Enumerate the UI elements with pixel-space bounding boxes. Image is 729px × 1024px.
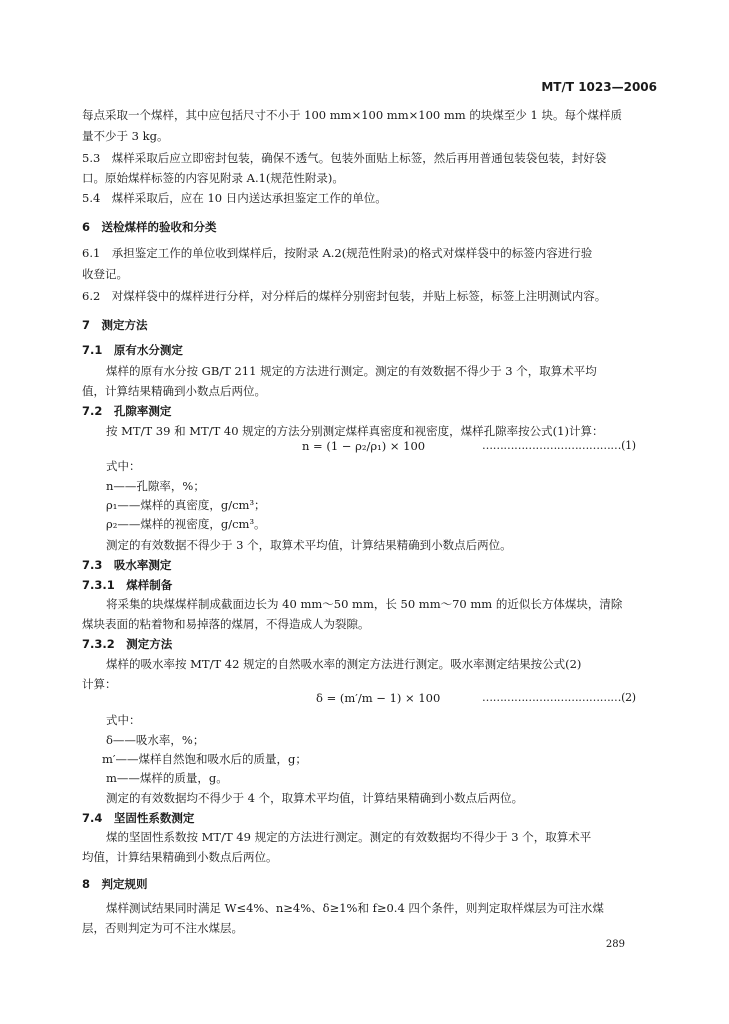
clause-7-3-1-heading: 7.3.1 煤样制备 xyxy=(82,578,173,592)
clause-5-3: 5.3 煤样采取后应立即密封包装，确保不透气。包装外面贴上标签，然后再用普通包装袋包装，封好袋 xyxy=(82,151,607,165)
clause-5-4: 5.4 煤样采取后，应在 10 日内送达承担鉴定工作的单位。 xyxy=(82,191,387,205)
text-line: 收登记。 xyxy=(82,267,128,281)
symbol-definition: m——煤样的质量，g。 xyxy=(106,771,228,785)
text-line: 煤样的吸水率按 MT/T 42 规定的自然吸水率的测定方法进行测定。吸水率测定结果按公式(2) xyxy=(106,657,582,671)
clause-6-2: 6.2 对煤样袋中的煤样进行分样，对分样后的煤样分别密封包装，并贴上标签，标签上注明测试内容。 xyxy=(82,289,607,303)
symbol-definition: n——孔隙率，%； xyxy=(106,479,205,493)
clause-7-4-heading: 7.4 坚固性系数测定 xyxy=(82,811,195,825)
text-line: 计算： xyxy=(82,677,117,691)
text-line: 均值，计算结果精确到小数点后两位。 xyxy=(82,850,278,864)
symbol-definition: ρ₂——煤样的视密度，g/cm³。 xyxy=(106,517,266,531)
section-7-heading: 7 测定方法 xyxy=(82,318,148,332)
page-number: 289 xyxy=(605,939,625,950)
formula-2: δ = (m′/m − 1) × 100 xyxy=(316,691,441,705)
text-line: 将采集的块煤煤样制成截面边长为 40 mm～50 mm，长 50 mm～70 mm 的近似长方体煤块，清除 xyxy=(106,597,623,611)
clause-6-1: 6.1 承担鉴定工作的单位收到煤样后，按附录 A.2(规范性附录)的格式对煤样袋中的标签内容进行验 xyxy=(82,246,593,260)
clause-7-2-heading: 7.2 孔隙率测定 xyxy=(82,404,172,418)
section-6-heading: 6 送检煤样的验收和分类 xyxy=(82,220,217,234)
formula-1-number: …………………………………(1) xyxy=(482,439,636,452)
text-line: 式中： xyxy=(106,459,141,473)
formula-2-number: …………………………………(2) xyxy=(482,691,636,704)
formula-1: n = (1 − ρ₂/ρ₁) × 100 xyxy=(302,439,426,453)
text-line: 量不少于 3 kg。 xyxy=(82,129,169,143)
text-line: 式中： xyxy=(106,713,141,727)
text-line: 煤的坚固性系数按 MT/T 49 规定的方法进行测定。测定的有效数据均不得少于 3 个，取算术平 xyxy=(106,830,592,844)
section-8-heading: 8 判定规则 xyxy=(82,877,148,891)
text-line: 值，计算结果精确到小数点后两位。 xyxy=(82,384,266,398)
text-line: 口。原始煤样标签的内容见附录 A.1(规范性附录)。 xyxy=(82,171,344,185)
symbol-definition: m′——煤样自然饱和吸水后的质量，g； xyxy=(102,752,307,766)
text-line: 煤样的原有水分按 GB/T 211 规定的方法进行测定。测定的有效数据不得少于 3 个，取算术平均 xyxy=(106,364,597,378)
text-line: 测定的有效数据均不得少于 4 个，取算术平均值，计算结果精确到小数点后两位。 xyxy=(106,791,524,805)
text-line: 煤块表面的粘着物和易掉落的煤屑，不得造成人为裂隙。 xyxy=(82,617,370,631)
standard-number: MT/T 1023—2006 xyxy=(541,80,657,94)
clause-7-1-heading: 7.1 原有水分测定 xyxy=(82,343,183,357)
symbol-definition: ρ₁——煤样的真密度，g/cm³； xyxy=(106,498,266,512)
text-line: 按 MT/T 39 和 MT/T 40 规定的方法分别测定煤样真密度和视密度，煤样孔隙率按公式(1)计算： xyxy=(106,424,604,438)
clause-7-3-heading: 7.3 吸水率测定 xyxy=(82,558,172,572)
symbol-definition: δ——吸水率，%； xyxy=(106,733,205,747)
text-line: 测定的有效数据不得少于 3 个，取算术平均值，计算结果精确到小数点后两位。 xyxy=(106,538,512,552)
text-line: 每点采取一个煤样，其中应包括尺寸不小于 100 mm×100 mm×100 mm 的块煤至少 1 块。每个煤样质 xyxy=(82,108,622,122)
clause-7-3-2-heading: 7.3.2 测定方法 xyxy=(82,637,173,651)
text-line: 层，否则判定为可不注水煤层。 xyxy=(82,921,243,935)
text-line: 煤样测试结果同时满足 W≤4%、n≥4%、δ≥1%和 f≥0.4 四个条件，则判定取样煤层为可注水煤 xyxy=(106,901,604,915)
